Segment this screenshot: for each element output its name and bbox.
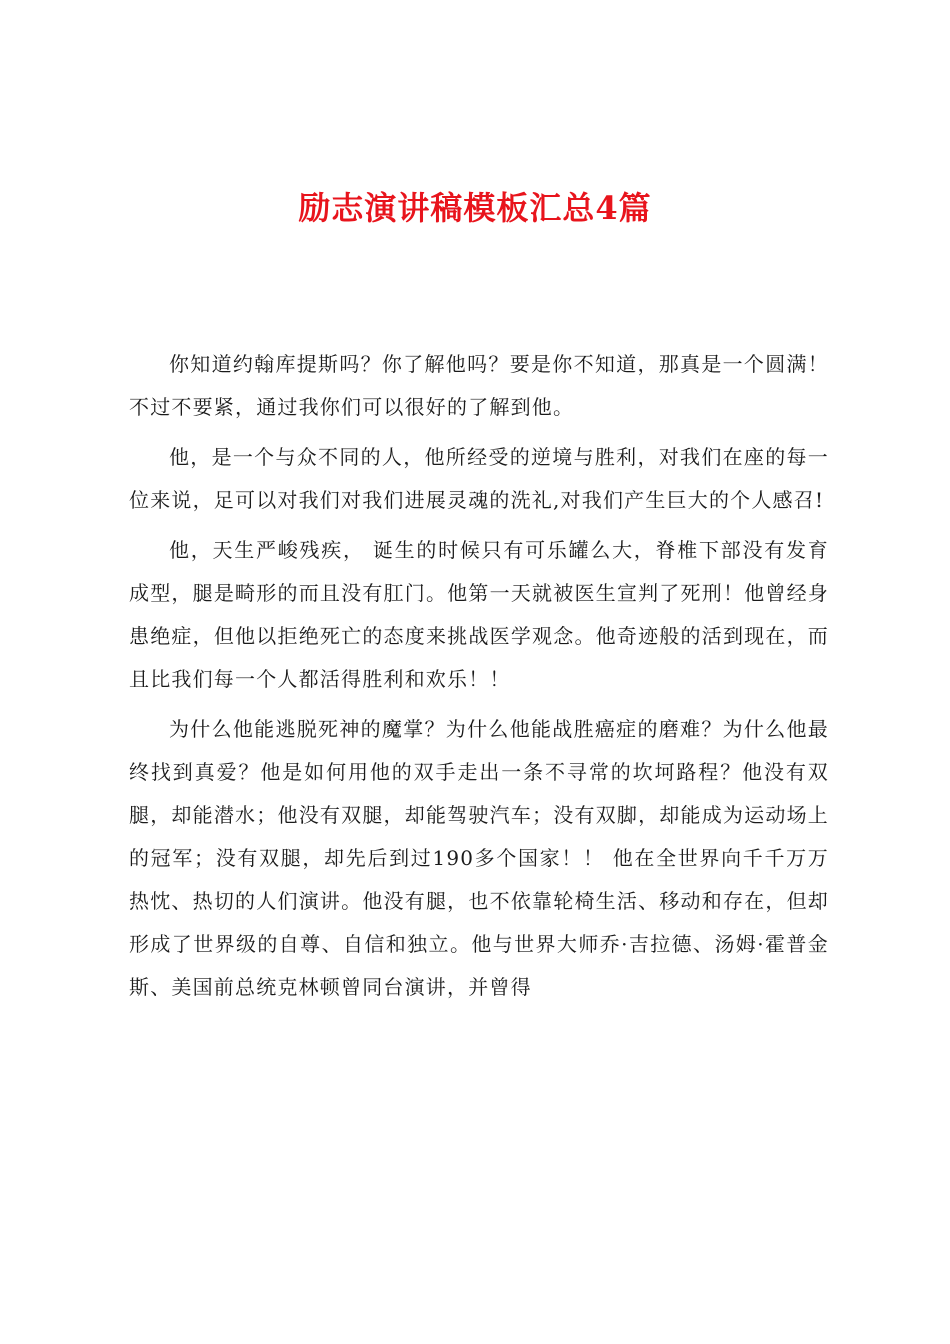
paragraph-4: 为什么他能逃脱死神的魔掌？为什么他能战胜癌症的磨难？为什么他最终找到真爱？他是如何用他的双手走出一条不寻常的坎坷路程？他没有双腿，却能潜水；他没有双腿，却能驾驶汽车；没有双脚，却能成为运动场上的冠军；没有双腿，却先后到过190多个国家！！ 他在全世界向千千万万热忱、热切的人们演讲。他没有腿，也不依靠轮椅生活、移动和存在，但却形成了世界级的自尊、自信和独立。他与世界大师乔·吉拉德、汤姆·霍普金斯、美国前总统克林顿曾同台演讲，并曾得 — [129, 717, 829, 999]
document-body — [129, 343, 829, 1016]
document-title: 励志演讲稿模板汇总4篇 — [298, 189, 652, 227]
paragraph-3: 他，天生严峻残疾， 诞生的时候只有可乐罐么大，脊椎下部没有发育成型，腿是畸形的而且没有肛门。他第一天就被医生宣判了死刑！他曾经身患绝症，但他以拒绝死亡的态度来挑战医学观念。他奇迹般的活到现在，而且比我们每一个人都活得胜利和欢乐！！ — [129, 538, 829, 691]
paragraph-2: 他，是一个与众不同的人，他所经受的逆境与胜利，对我们在座的每一位来说，足可以对我们对我们进展灵魂的洗礼,对我们产生巨大的个人感召! — [129, 445, 829, 512]
paragraph-1: 你知道约翰库提斯吗？你了解他吗？要是你不知道，那真是一个圆满！不过不要紧，通过我你们可以很好的了解到他。 — [129, 352, 829, 419]
